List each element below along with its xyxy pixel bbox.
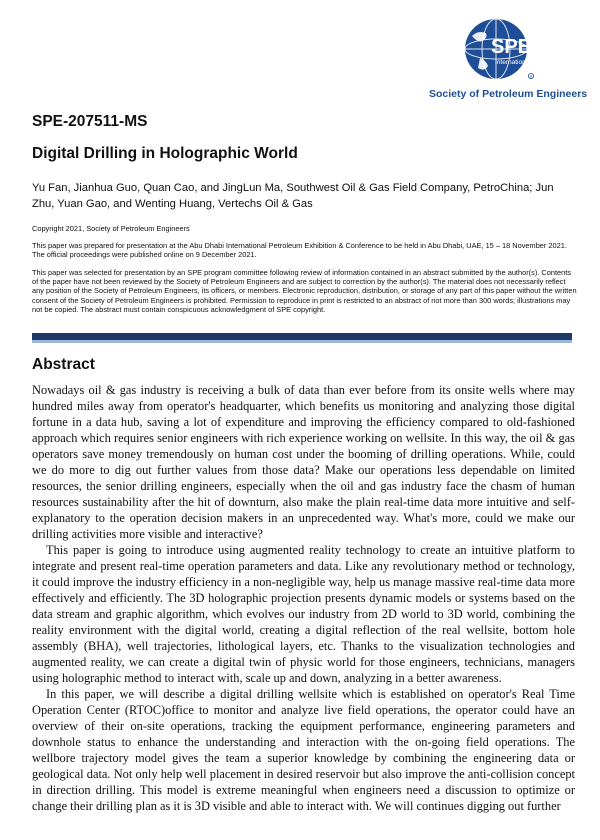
presentation-notice: This paper was prepared for presentation at the Abu Dhabi International Petroleum Exhibition & Conference to be held in Abu Dhabi, UAE, 15 – 18 November 2021. The official proceedings were published online on 9 December 2021. xyxy=(32,241,567,260)
copyright-notice: Copyright 2021, Society of Petroleum Engineers xyxy=(32,224,190,233)
spe-logo xyxy=(429,18,588,104)
abstract-heading: Abstract xyxy=(32,356,95,373)
review-disclaimer: This paper was selected for presentation by an SPE program committee following review of information contained in an abstract submitted by the author(s). Contents of the paper have not been reviewed by the Society of Petroleum Engineers and are subject to correction by the author(s). The material does not necessarily reflect any position of the Society of Petroleum Engineers, its officers, or members. Electronic reproduction, distribution, or storage of any part of this paper without the written consent of the Society of Petroleum Engineers is prohibited. Permission to reproduce in print is restricted to an abstract of not more than 300 words; illustrations may not be copied. The abstract must contain conspicuous acknowledgment of SPE copyright. xyxy=(32,268,577,314)
abstract-paragraph: In this paper, we will describe a digital drilling wellsite which is established on operator's Real Time Operation Center (RTOC)office to monitor and analyze live field operations, the operator could have an overview of their on-site operations, tracking the equipment performance, engineering parameters and downhole status to enhance the understanding and interaction with the on-going field operations. The wellbore trajectory model gives the team a superior knowledge by combining the engineering data or geological data. Not only help well placement in desired reservoir but also improve the anti-collision concept in direction drilling. This model is extreme meaningful when engineers need a discussion to optimize or change their drilling plan as it is 3D visible and able to interact with. We will continues digging out further xyxy=(32,687,575,813)
section-divider-accent xyxy=(32,340,572,343)
logo-subtext: International xyxy=(495,59,531,66)
globe-icon xyxy=(450,18,548,82)
svg-text:R: R xyxy=(529,73,533,79)
abstract-paragraph: This paper is going to introduce using augmented reality technology to create an intuitive platform to integrate and present real-time operation parameters and data. Like any revolutionary method or technology, it could improve the industry efficiency in a non-negligible way, help us manage massive real-time data more effectively and efficiently. The 3D holographic projection presents dynamic models or systems based on the data stream and graphic algorithm, which evolves our industry from 2D world to 3D world, combining the reality environment with the digital world, creating a digital reflection of the real wellsite, bottom hole assembly (BHA), well trajectories, lithological layers, etc. Thanks to the visualization technologies and augmented reality, we can create a digital twin of physic world for those engineers, technicians, managers using holographic method to interact with, scale up and down, analyzing in a better awareness. xyxy=(32,543,575,685)
paper-number: SPE-207511-MS xyxy=(32,113,148,130)
abstract-paragraph: Nowadays oil & gas industry is receiving a bulk of data than ever before from its onsite wells where may hundred miles away from operator's headquarter, which benefits us monitoring and analyzing those digital fortune in a data hub, saving a lot of expenditure and improving the efficiency compared to old-fashioned approach which requires senior engineers with rich experience working on wellsite. In this way, the oil & gas operators save money tremendously on human cost under the booming of drilling operations. While, could we do more to dig out further values from those data? Make our operations less dependable on limited resources, the senior drilling engineers, especially when the oil and gas industry face the chasm of human resources sustainability after the hit of downturn, also make the plain real-time data more intuitive and self-explanatory to the operation decision makers in an unprecedented way. What's more, could we make our drilling activities more visible and interactive? xyxy=(32,383,575,541)
author-list: Yu Fan, Jianhua Guo, Quan Cao, and JingLun Ma, Southwest Oil & Gas Field Company, PetroChina; Jun Zhu, Yuan Gao, and Wenting Huang, Vertechs Oil & Gas xyxy=(32,182,554,210)
abstract-body xyxy=(32,382,575,814)
logo-letters: SPE xyxy=(491,36,532,58)
paper-title: Digital Drilling in Holographic World xyxy=(32,145,298,162)
society-name: Society of Petroleum Engineers xyxy=(429,88,588,100)
section-divider xyxy=(32,333,572,340)
